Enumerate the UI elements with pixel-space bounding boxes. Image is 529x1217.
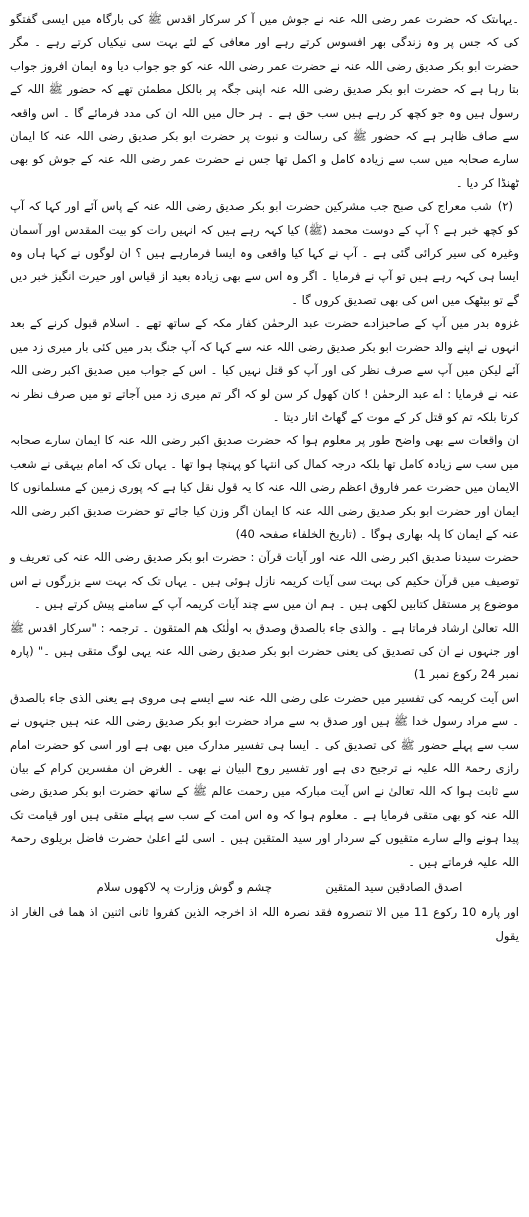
paragraph-quran-verses-intro: حضرت سیدنا صدیق اکبر رضی اللہ عنہ اور آیات قرآن : حضرت ابو بکر صدیق رضی اللہ عنہ کی تعریف و توصیف میں قرآن حکیم کی بہت سی آیات کریمہ نازل ہوئی ہیں ۔ یہاں تک کہ بہت سے بزرگوں نے اس موضوع پر مستقل کتابیں لکھی ہیں ۔ ہم ان میں سے چند آیات کریمہ آپ کے سامنے پیش کرتے ہیں ۔ bbox=[10, 550, 519, 612]
paragraph-number: (۲) bbox=[497, 199, 513, 214]
couplet-second-line: چشم و گوش وزارت پہ لاکھوں سلام bbox=[96, 880, 273, 895]
poetry-couplet bbox=[70, 876, 489, 899]
paragraph-iman-weight: ان واقعات سے بھی واضح طور پر معلوم ہوا کہ حضرت صدیق اکبر رضی اللہ عنہ کا ایمان سارے صحابہ میں سب سے زیادہ کامل تھا بلکہ درجہ کمال کی انتہا کو پہنچا ہوا تھا ۔ یہاں تک کہ امام بیہقی نے شعب الایمان میں حضرت عمر فاروق اعظم رضی اللہ عنہ کا یہ قول نقل کیا ہے کہ پوری زمین کے مسلمانوں کا ایمان اور حضرت ابو بکر صدیق رضی اللہ عنہ کا ایمان اگر وزن کیا جائے تو حضرت صدیق اکبر رضی اللہ عنہ کے ایمان کا پلہ بھاری ہوگا ۔ (تاریخ الخلفاء صفحہ 40) bbox=[10, 433, 519, 541]
paragraph-umar-dialogue: ۔یہاںتک کہ حضرت عمر رضی اللہ عنہ نے جوش میں آ کر سرکار اقدس ﷺ کی بارگاہ میں ایسی گفتگو کی کہ جس پر وہ زندگی بھر افسوس کرتے رہے اور معافی کے لئے بہت سی نیکیاں کرتے رہے ۔ مگر حضرت ابو بکر صدیق رضی اللہ عنہ نے حضرت عمر رضی اللہ عنہ کو جو جواب دیا وہ ایمان افروز جواب بتا رہا ہے کہ حضرت ابو بکر صدیق رضی اللہ عنہ اپنی جگہ پر بالکل مطمئن تھے کہ حضور ﷺ اللہ کے رسول ہیں وہ جو کچھ کر رہے ہیں سب حق ہے ۔ ہر حال میں اللہ ان کی مدد فرمائے گا ۔ اس واقعہ سے صاف ظاہر ہے کہ حضور ﷺ کی رسالت و نبوت پر حضرت ابو بکر صدیق رضی اللہ عنہ کا ایمان سارے صحابہ میں سب سے زیادہ کامل و اکمل تھا جس نے حضرت عمر رضی اللہ عنہ کے جوش کو بھی ٹھنڈا کر دیا ۔ bbox=[10, 12, 519, 190]
paragraph-miraj bbox=[10, 195, 519, 312]
paragraph-cave-verse: اور پارہ 10 رکوع 11 میں الا تنصروہ فقد نصرہ اللہ اذ اخرجہ الذین کفروا ثانی اثنین اذ ھما فی الغار اذ یقول bbox=[10, 905, 519, 943]
paragraph-tafsir: اس آیت کریمہ کی تفسیر میں حضرت علی رضی اللہ عنہ سے ایسے ہی مروی ہے یعنی الذی جاء بالصدق ۔ سے مراد رسول خدا ﷺ ہیں اور صدق بہ سے مراد حضرت ابو بکر صدیق رضی اللہ عنہ ہیں جنہوں نے سب سے پہلے حضور ﷺ کی تصدیق کی ۔ ایسا ہی تفسیر مدارک میں بھی ہے اور اسی کو حضرت امام رازی رحمۃ اللہ علیہ نے ترجیح دی ہے اور تفسیر روح البیان نے بھی ۔ الغرض ان مفسرین کرام کے بیان سے ثابت ہوا کہ اللہ تعالیٰ نے اس آیت مبارکہ میں رحمت عالم ﷺ کے ساتھ حضرت ابو بکر صدیق رضی اللہ عنہ کو بھی متقی فرمایا ہے ۔ معلوم ہوا کہ وہ اس امت کے سب سے پہلے متقی ہیں اور قیامت تک پیدا ہونے والے سارے متقیوں کے سردار اور سید المتقین ہیں ۔ اسی لئے اعلیٰ حضرت فاضل بریلوی رحمۃ اللہ علیہ فرماتے ہیں ۔ bbox=[10, 690, 519, 869]
paragraph-verse-quote: اللہ تعالیٰ ارشاد فرماتا ہے ۔ والذی جاء بالصدق وصدق بہ اولٰئک ھم المتقون ۔ ترجمہ : "سرکار اقدس ﷺ اور جنہوں نے ان کی تصدیق کی یعنی حضرت ابو بکر صدیق رضی اللہ عنہ یہی لوگ متقی ہیں ۔" (پارہ نمبر 24 رکوع نمبر 1) bbox=[10, 620, 519, 682]
couplet-first-line: اصدق الصادقین سید المتقین bbox=[325, 880, 463, 895]
paragraph-badr: غزوہ بدر میں آپ کے صاحبزادے حضرت عبد الرحمٰن کفار مکہ کے ساتھ تھے ۔ اسلام قبول کرنے کے بعد انہوں نے اپنے والد حضرت ابو بکر صدیق رضی اللہ عنہ سے کہا کہ آپ جنگ بدر میں کئی بار میری زد میں آئے لیکن میں آپ سے صرف نظر کی اور آپ کو قتل نہیں کیا ۔ اس کے جواب میں صدیق اکبر رضی اللہ عنہ نے فرمایا : اے عبد الرحمٰن ! کان کھول کر سن لو کہ اگر تم میری زد میں آجاتے تو میں صرف نظر نہ کرتا بلکہ تم کو قتل کر کے موت کے گھاٹ اتار دیتا ۔ bbox=[10, 316, 519, 424]
paragraph-miraj-text: شب معراج کی صبح جب مشرکین حضرت ابو بکر صدیق رضی اللہ عنہ کے پاس آئے اور کہا کہ آپ کو کچھ خبر ہے ؟ آپ کے دوست محمد (ﷺ) کیا کہہ رہے ہیں کہ انہیں رات کو بیت المقدس اور آسمان وغیرہ کی سیر کرائی گئی ہے ۔ آپ نے کہا کیا واقعی وہ ایسا فرمارہے ہیں ؟ ان لوگوں نے کہا ہاں وہ ایسا ہی کہہ رہے ہیں تو آپ نے فرمایا ۔ اگر وہ اس سے بھی زیادہ بعید از قیاس اور حیرت انگیز خبر دیں گے تو بیٹھک میں اس کی بھی تصدیق کروں گا ۔ bbox=[10, 199, 519, 307]
